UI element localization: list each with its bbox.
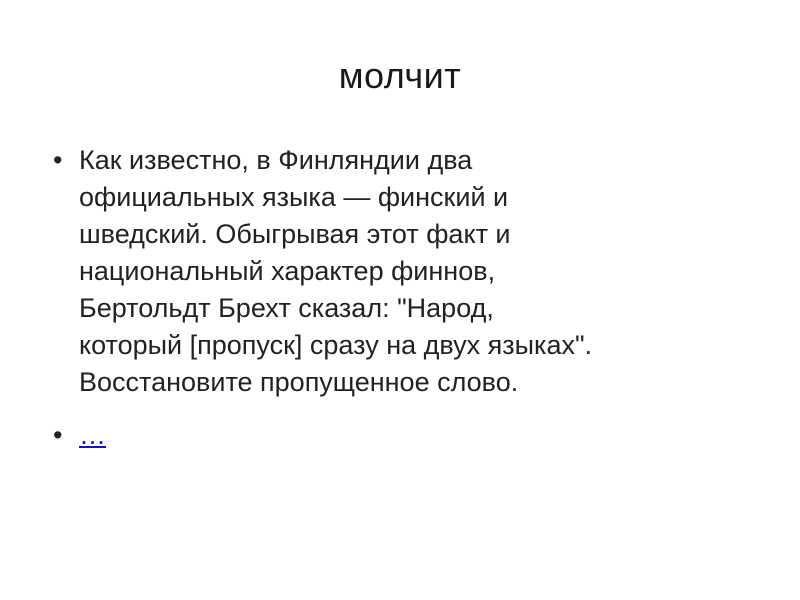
question-text: Как известно, в Финляндии два официальных языка — финский и шведский. Обыгрывая этот факт и национальный характер финнов, Бертольдт Брехт сказал: "Народ, который [пропуск] сразу на двух языках". Восстановите пропущенное слово. — [79, 145, 593, 397]
bullet-item-question — [52, 142, 772, 401]
slide-title: молчит — [338, 55, 462, 96]
bullet-dot-icon: • — [53, 420, 63, 450]
bullet-item-answer-link — [52, 417, 772, 454]
answer-link[interactable]: … — [79, 420, 106, 450]
bullet-dot-icon: • — [53, 145, 63, 175]
bullet-list — [52, 142, 772, 470]
